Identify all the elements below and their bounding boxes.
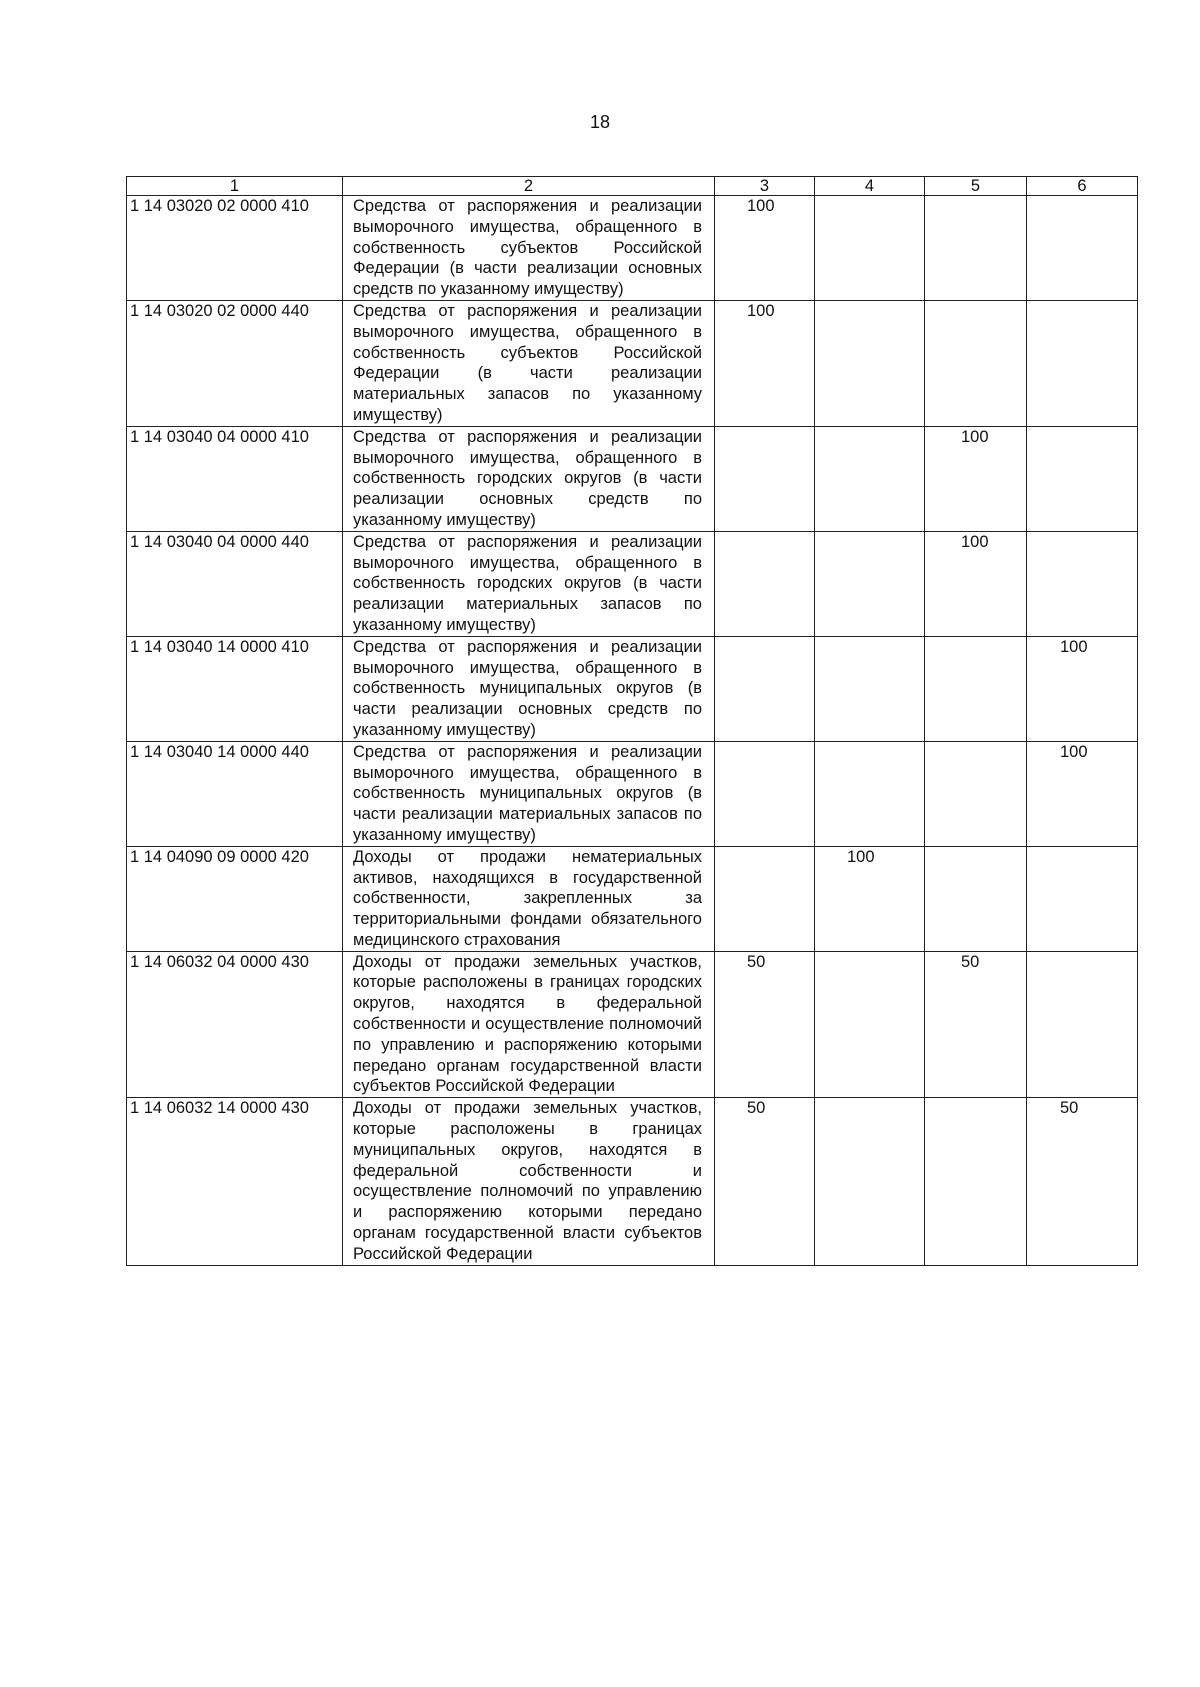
table-row <box>127 741 1138 846</box>
budget-code: 1 14 04090 09 0000 420 <box>127 846 343 951</box>
share-column-5 <box>925 1098 1027 1265</box>
table-row <box>127 951 1138 1098</box>
revenue-description: Средства от распоряжения и реализации выморочного имущества, обращенного в собственность субъектов Российской Федерации (в части реализации основных средств по указанному имуществу) <box>343 196 715 301</box>
revenue-description: Средства от распоряжения и реализации выморочного имущества, обращенного в собственность городских округов (в части реализации основных средств по указанному имуществу) <box>343 426 715 531</box>
share-column-6 <box>1027 196 1138 301</box>
table-header-row <box>127 177 1138 196</box>
revenue-description: Доходы от продажи земельных участков, которые расположены в границах городских округов, находятся в федеральной собственности и осуществление полномочий по управлению и распоряжению которыми передано органам государственной власти субъектов Российской Федерации <box>343 951 715 1098</box>
column-header-5: 5 <box>925 177 1027 196</box>
column-header-4: 4 <box>815 177 925 196</box>
table-row <box>127 300 1138 426</box>
share-column-3: 100 <box>715 300 815 426</box>
share-column-6: 50 <box>1027 1098 1138 1265</box>
share-column-5 <box>925 846 1027 951</box>
revenue-distribution-table <box>126 176 1138 1266</box>
budget-code: 1 14 03020 02 0000 440 <box>127 300 343 426</box>
share-column-5 <box>925 741 1027 846</box>
revenue-description: Средства от распоряжения и реализации выморочного имущества, обращенного в собственность субъектов Российской Федерации (в части реализации материальных запасов по указанному имуществу) <box>343 300 715 426</box>
share-column-5 <box>925 300 1027 426</box>
share-column-5: 100 <box>925 531 1027 636</box>
column-header-3: 3 <box>715 177 815 196</box>
share-column-4: 100 <box>815 846 925 951</box>
share-column-6 <box>1027 426 1138 531</box>
revenue-description: Средства от распоряжения и реализации выморочного имущества, обращенного в собственность муниципальных округов (в части реализации материальных запасов по указанному имуществу) <box>343 741 715 846</box>
share-column-3: 50 <box>715 951 815 1098</box>
table-row <box>127 196 1138 301</box>
page-number: 18 <box>589 112 611 132</box>
table-row <box>127 531 1138 636</box>
share-column-4 <box>815 531 925 636</box>
budget-code: 1 14 06032 04 0000 430 <box>127 951 343 1098</box>
column-header-6: 6 <box>1027 177 1138 196</box>
share-column-6: 100 <box>1027 636 1138 741</box>
revenue-description: Средства от распоряжения и реализации выморочного имущества, обращенного в собственность городских округов (в части реализации материальных запасов по указанному имуществу) <box>343 531 715 636</box>
revenue-description: Средства от распоряжения и реализации выморочного имущества, обращенного в собственность муниципальных округов (в части реализации основных средств по указанному имуществу) <box>343 636 715 741</box>
share-column-4 <box>815 741 925 846</box>
table-row <box>127 636 1138 741</box>
share-column-3 <box>715 846 815 951</box>
share-column-3 <box>715 636 815 741</box>
share-column-5: 50 <box>925 951 1027 1098</box>
share-column-4 <box>815 426 925 531</box>
table-row <box>127 846 1138 951</box>
budget-code: 1 14 06032 14 0000 430 <box>127 1098 343 1265</box>
revenue-description: Доходы от продажи нематериальных активов, находящихся в государственной собственности, закрепленных за территориальными фондами обязательного медицинского страхования <box>343 846 715 951</box>
column-header-1: 1 <box>127 177 343 196</box>
share-column-3 <box>715 741 815 846</box>
share-column-5: 100 <box>925 426 1027 531</box>
share-column-6 <box>1027 531 1138 636</box>
share-column-4 <box>815 1098 925 1265</box>
budget-code: 1 14 03040 04 0000 410 <box>127 426 343 531</box>
share-column-4 <box>815 300 925 426</box>
share-column-3: 100 <box>715 196 815 301</box>
share-column-6 <box>1027 300 1138 426</box>
share-column-6 <box>1027 846 1138 951</box>
budget-code: 1 14 03040 14 0000 440 <box>127 741 343 846</box>
share-column-3 <box>715 426 815 531</box>
share-column-3: 50 <box>715 1098 815 1265</box>
revenue-description: Доходы от продажи земельных участков, которые расположены в границах муниципальных округов, находятся в федеральной собственности и осуществление полномочий по управлению и распоряжению которыми передано органам государственной власти субъектов Российской Федерации <box>343 1098 715 1265</box>
share-column-5 <box>925 196 1027 301</box>
share-column-4 <box>815 636 925 741</box>
column-header-2: 2 <box>343 177 715 196</box>
share-column-6 <box>1027 951 1138 1098</box>
share-column-6: 100 <box>1027 741 1138 846</box>
share-column-5 <box>925 636 1027 741</box>
share-column-4 <box>815 951 925 1098</box>
share-column-4 <box>815 196 925 301</box>
share-column-3 <box>715 531 815 636</box>
budget-code: 1 14 03040 04 0000 440 <box>127 531 343 636</box>
budget-code: 1 14 03040 14 0000 410 <box>127 636 343 741</box>
budget-code: 1 14 03020 02 0000 410 <box>127 196 343 301</box>
table-row <box>127 1098 1138 1265</box>
table-row <box>127 426 1138 531</box>
